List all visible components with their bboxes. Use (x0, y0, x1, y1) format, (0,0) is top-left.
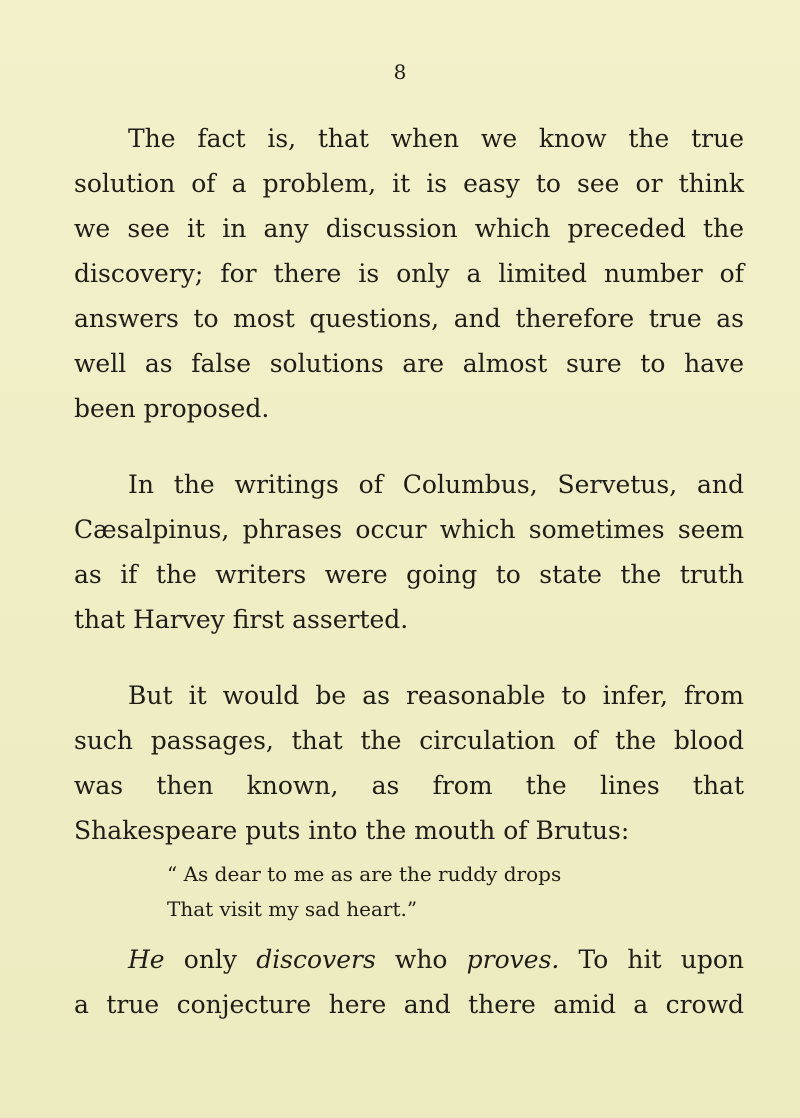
paragraph-line: Shakespeare puts into the mouth of Brutus: (74, 816, 630, 845)
paragraph-line: been proposed. (74, 394, 270, 423)
paragraph-line: The fact is, that when we know the true (128, 124, 744, 153)
paragraph-line: that Harvey first asserted. (74, 605, 409, 634)
page-number: 8 (393, 60, 407, 84)
paragraph-line: answers to most questions, and therefore true as (74, 304, 744, 333)
text-run: only (164, 945, 257, 974)
italic-word: discovers (256, 945, 376, 974)
paragraph-line: well as false solutions are almost sure to have (74, 349, 744, 378)
text-run: who (375, 945, 467, 974)
paragraph-line: discovery; for there is only a limited number of (74, 259, 744, 288)
paragraph-3 (74, 673, 744, 853)
paragraph-line (74, 937, 744, 982)
paragraph-line: a true conjecture here and there amid a crowd (74, 990, 744, 1019)
paragraph-line: But it would be as reasonable to infer, from (128, 681, 744, 710)
paragraph-line: In the writings of Columbus, Servetus, and (128, 470, 744, 499)
paragraph-line: was then known, as from the lines that (74, 771, 744, 800)
paragraph-line: such passages, that the circulation of the blood (74, 726, 744, 755)
italic-word: proves. (466, 945, 560, 974)
paragraph-4 (74, 937, 744, 1027)
paragraph-1 (74, 116, 744, 431)
paragraph-line: as if the writers were going to state the truth (74, 560, 744, 589)
italic-word: He (128, 945, 165, 974)
paragraph-line: Cæsalpinus, phrases occur which sometimes seem (74, 515, 744, 544)
quote-line: “ As dear to me as are the ruddy drops (167, 862, 562, 886)
paragraph-line: we see it in any discussion which preceded the (74, 214, 744, 243)
paragraph-2 (74, 462, 744, 642)
verse-quote (167, 857, 744, 927)
body-text (74, 116, 744, 1027)
paragraph-line: solution of a problem, it is easy to see or think (74, 169, 744, 198)
text-run: To hit upon (559, 945, 744, 974)
quote-line: That visit my sad heart.” (167, 897, 418, 921)
